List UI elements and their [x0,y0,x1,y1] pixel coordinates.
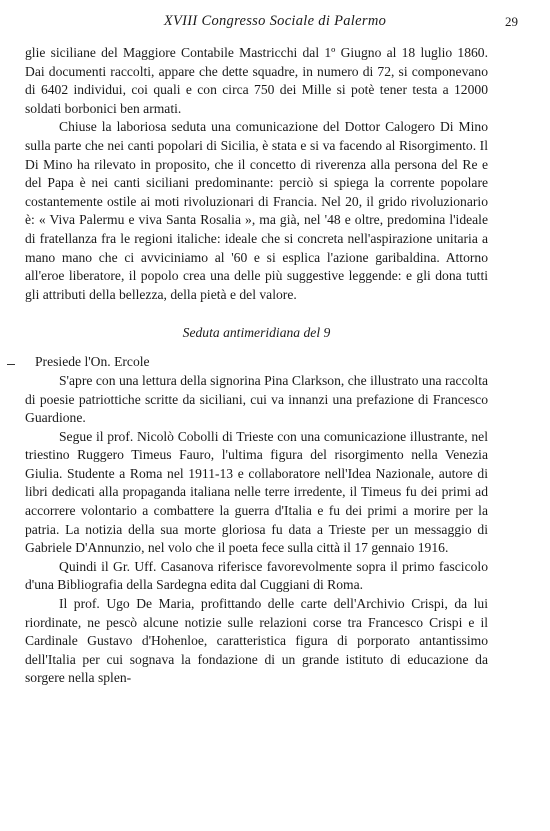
paragraph: Segue il prof. Nicolò Cobolli di Trieste con una comunicazione illustrante, nel triestino Ruggero Timeus Fauro, l'ultima figura del risorgimento nella Venezia Giulia. Studente a Roma nel 1911-13 e collaboratore nell'Idea Nazionale, autore di libri dedicati alla propaganda italiana nelle terre irredente, il Timeus fu dei primi ad accorrere volontario a combattere la guerra d'Italia e fu dei primi a morire per la patria. La notizia della sua morte gloriosa fu data a Trieste per un messaggio di Gabriele D'Annunzio, nel volo che il poeta fece sulla città il 17 gennaio 1916. [25,428,488,556]
body-text [25,44,488,688]
paragraph: Il prof. Ugo De Maria, profittando delle carte dell'Archivio Crispi, da lui riordinate, ne pescò alcune notizie sulle relazioni corse tra Francesco Crispi e il Cardinale Gustavo d'Hohenloe, caratteristica figura di porporato antantissimo dell'Italia per cui sognava la fondazione di un grande istituto di educazione da sorgere nella splen- [25,596,488,686]
page-number: 29 [505,14,518,29]
paragraph: Chiuse la laboriosa seduta una comunicazione del Dottor Calogero Di Mino sulla parte che nei canti popolari di Sicilia, è stata e si va facendo al Risorgimento. Il Di Mino ha rilevato in proposito, che il concetto di riverenza alla persona del Re e del Papa è nei canti siciliani predominante: perciò si spiega la corrente popolare costantemente ostile ai moti rivoluzionari di Francia. Nel 20, il grido rivoluzionario è: « Viva Palermu e viva Santa Rosalia », ma già, nel '48 e oltre, predomina l'ideale di fratellanza fra le regioni italiche: ideale che si concreta nell'aspirazione unitaria a mano mano che ci avviciniamo al '60 e si esplica l'azione garibaldina. Attorno all'eroe liberatore, il popolo crea una delle più suggestive leggende: e gli dona tutti gli attributi della bellezza, della pietà e del valore. [25,119,488,302]
presiding-line: Presiede l'On. Ercole [35,354,150,370]
section-heading: Seduta antimeridiana del 9 [182,325,331,341]
margin-dash [7,364,15,365]
paragraph: S'apre con una lettura della signorina Pina Clarkson, che illustrato una raccolta di poesie patriottiche scritte da siciliani, cui va innanzi una prefazione di Francesco Guardione. [25,372,488,426]
paragraph: Quindi il Gr. Uff. Casanova riferisce favorevolmente sopra il primo fascicolo d'una Bibliografia della Sardegna edita dal Cuggiani di Roma. [25,558,488,593]
paragraph: glie siciliane del Maggiore Contabile Mastricchi dal 1º Giugno al 18 luglio 1860. Dai documenti raccolti, appare che dette squadre, in numero di 72, si componevano di 6402 individui, coi quali e con circa 750 dei Mille si potè tener testa a 12000 soldati borbonici ben armati. [25,45,488,116]
running-head [0,13,550,35]
running-title: XVIII Congresso Sociale di Palermo [163,13,387,29]
